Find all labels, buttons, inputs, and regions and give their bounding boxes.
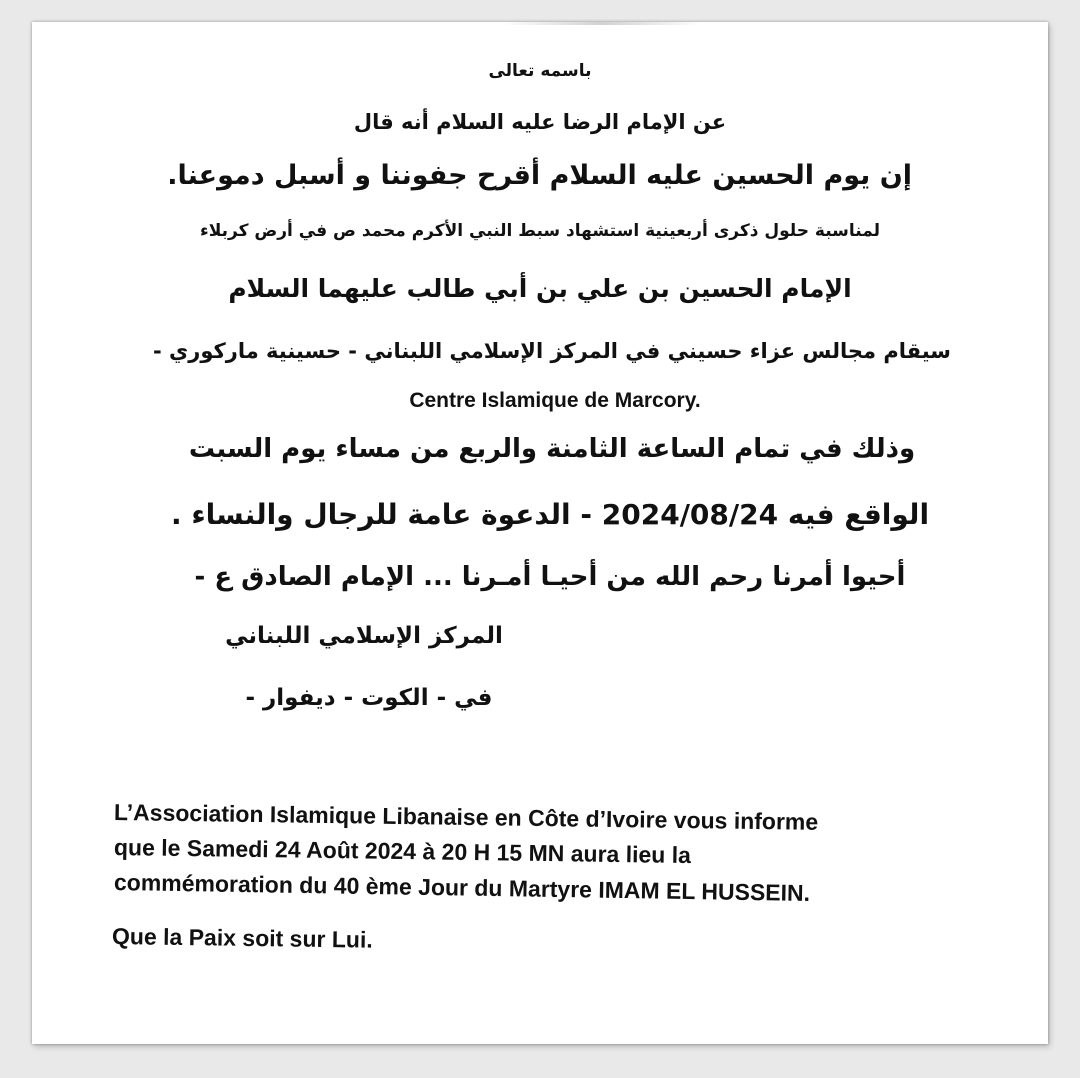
date-invitation-line: الواقع فيه 2024/08/24 - الدعوة عامة للرجال والنساء .: [170, 498, 930, 531]
hadith-quote: إن يوم الحسين عليه السلام أقرح جفوننا و أسبل دموعنا.: [167, 160, 912, 191]
centre-name-french: Centre Islamique de Marcory.: [409, 389, 701, 412]
imam-name: الإمام الحسين بن علي بن أبي طالب عليهما السلام: [228, 274, 852, 303]
document-page: [32, 22, 1048, 1044]
occasion-line: لمناسبة حلول ذكرى أربعينية استشهاد سبط النبي الأكرم محمد ص في أرض كربلاء: [200, 221, 880, 241]
bismillah-heading: باسمه تعالى: [488, 61, 592, 81]
scan-artifact: [502, 22, 702, 25]
majalis-announcement: سيقام مجالس عزاء حسيني في المركز الإسلامي اللبناني - حسينية ماركوري -: [153, 339, 951, 363]
french-line-1: L’Association Islamique Libanaise en Côte d’Ivoire vous informe: [113, 799, 819, 835]
time-line: وذلك في تمام الساعة الثامنة والربع من مساء يوم السبت: [188, 434, 916, 464]
hadith-attribution: عن الإمام الرضا عليه السلام أنه قال: [353, 110, 727, 134]
french-line-2: que le Samedi 24 Août 2024 à 20 H 15 MN aura lieu la: [113, 834, 692, 869]
signature-org: المركز الإسلامي اللبناني: [225, 623, 503, 649]
closing-line: Que la Paix soit sur Lui.: [111, 923, 373, 953]
signature-country: في - الكوت - ديفوار -: [245, 685, 493, 711]
french-line-3: commémoration du 40 ème Jour du Martyre IMAM EL HUSSEIN.: [113, 869, 811, 906]
imam-sadiq-quote: أحيوا أمرنا رحم الله من أحيـا أمـرنا ... الإمام الصادق ع -: [194, 562, 906, 592]
